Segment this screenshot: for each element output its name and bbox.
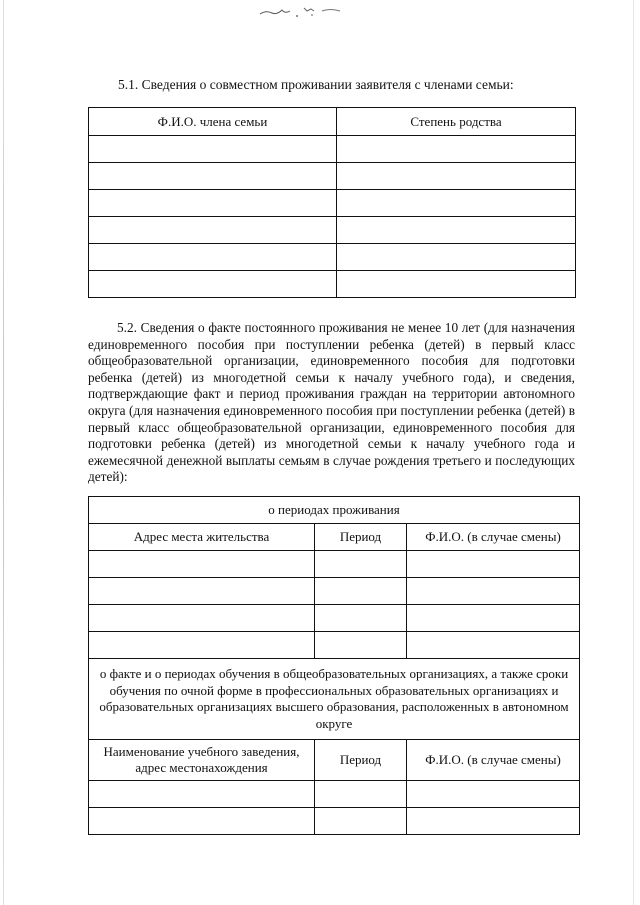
table-row: [89, 271, 576, 298]
column-header-institution: Наименование учебного заведения, адрес местонахождения: [89, 740, 315, 781]
cell-full-name[interactable]: [89, 163, 337, 190]
cell-full-name[interactable]: [89, 217, 337, 244]
scan-artifact-marks: [252, 2, 352, 20]
family-members-table: [88, 107, 576, 298]
cell-institution[interactable]: [89, 781, 315, 808]
cell-address[interactable]: [89, 632, 315, 659]
cell-period[interactable]: [315, 808, 407, 835]
table-row: [89, 605, 580, 632]
table-row: [89, 578, 580, 605]
section-5-1-heading: 5.1. Сведения о совместном проживании заявителя с членами семьи:: [118, 77, 514, 92]
column-header-relationship: Степень родства: [337, 108, 576, 136]
table-row: [89, 632, 580, 659]
cell-name-change[interactable]: [407, 632, 580, 659]
table-row: [89, 781, 580, 808]
table-row: [89, 163, 576, 190]
table-row: [89, 551, 580, 578]
cell-full-name[interactable]: [89, 271, 337, 298]
table-row: [89, 190, 576, 217]
cell-address[interactable]: [89, 551, 315, 578]
cell-relationship[interactable]: [337, 217, 576, 244]
column-header-period: Период: [315, 524, 407, 551]
table-row: [89, 136, 576, 163]
cell-name-change[interactable]: [407, 781, 580, 808]
cell-name-change[interactable]: [407, 578, 580, 605]
table-row: [89, 244, 576, 271]
cell-period[interactable]: [315, 578, 407, 605]
section-5-2-paragraph: 5.2. Сведения о факте постоянного проживания не менее 10 лет (для назначения единовременного пособия при поступлении ребенка (детей) в первый класс общеобразовательной организации, единовременного пособия для подготовки ребенка (детей) из многодетной семьи к началу учебного года), и сведения, подтверждающие факт и период проживания граждан на территории автономного округа (для назначения единовременного пособия при поступлении ребенка (детей) в первый класс общеобразовательной организации, единовременного пособия для подготовки ребенка (детей) из многодетной семьи к началу учебного года и ежемесячной денежной выплаты семьям в случае рождения третьего и последующих детей):: [88, 320, 575, 485]
cell-period[interactable]: [315, 605, 407, 632]
cell-name-change[interactable]: [407, 551, 580, 578]
cell-period[interactable]: [315, 551, 407, 578]
table-row: [89, 217, 576, 244]
cell-relationship[interactable]: [337, 136, 576, 163]
cell-full-name[interactable]: [89, 244, 337, 271]
cell-full-name[interactable]: [89, 136, 337, 163]
cell-period[interactable]: [315, 632, 407, 659]
education-periods-title: о факте и о периодах обучения в общеобразовательных организациях, а также сроки обучения по очной форме в профессиональных образовательных организациях и образовательных организациях высшего образования, расположенных в автономном округе: [89, 659, 580, 740]
column-header-period: Период: [315, 740, 407, 781]
column-header-full-name: Ф.И.О. члена семьи: [89, 108, 337, 136]
scan-edge-left: [3, 0, 4, 905]
cell-relationship[interactable]: [337, 163, 576, 190]
cell-address[interactable]: [89, 605, 315, 632]
column-header-name-change: Ф.И.О. (в случае смены): [407, 740, 580, 781]
cell-period[interactable]: [315, 781, 407, 808]
residence-education-table: [88, 496, 580, 835]
scan-edge-right: [633, 0, 634, 905]
cell-relationship[interactable]: [337, 190, 576, 217]
cell-institution[interactable]: [89, 808, 315, 835]
cell-full-name[interactable]: [89, 190, 337, 217]
cell-name-change[interactable]: [407, 605, 580, 632]
column-header-name-change: Ф.И.О. (в случае смены): [407, 524, 580, 551]
table-row: [89, 808, 580, 835]
cell-relationship[interactable]: [337, 244, 576, 271]
cell-relationship[interactable]: [337, 271, 576, 298]
residence-periods-title: о периодах проживания: [89, 497, 580, 524]
cell-address[interactable]: [89, 578, 315, 605]
cell-name-change[interactable]: [407, 808, 580, 835]
column-header-address: Адрес места жительства: [89, 524, 315, 551]
